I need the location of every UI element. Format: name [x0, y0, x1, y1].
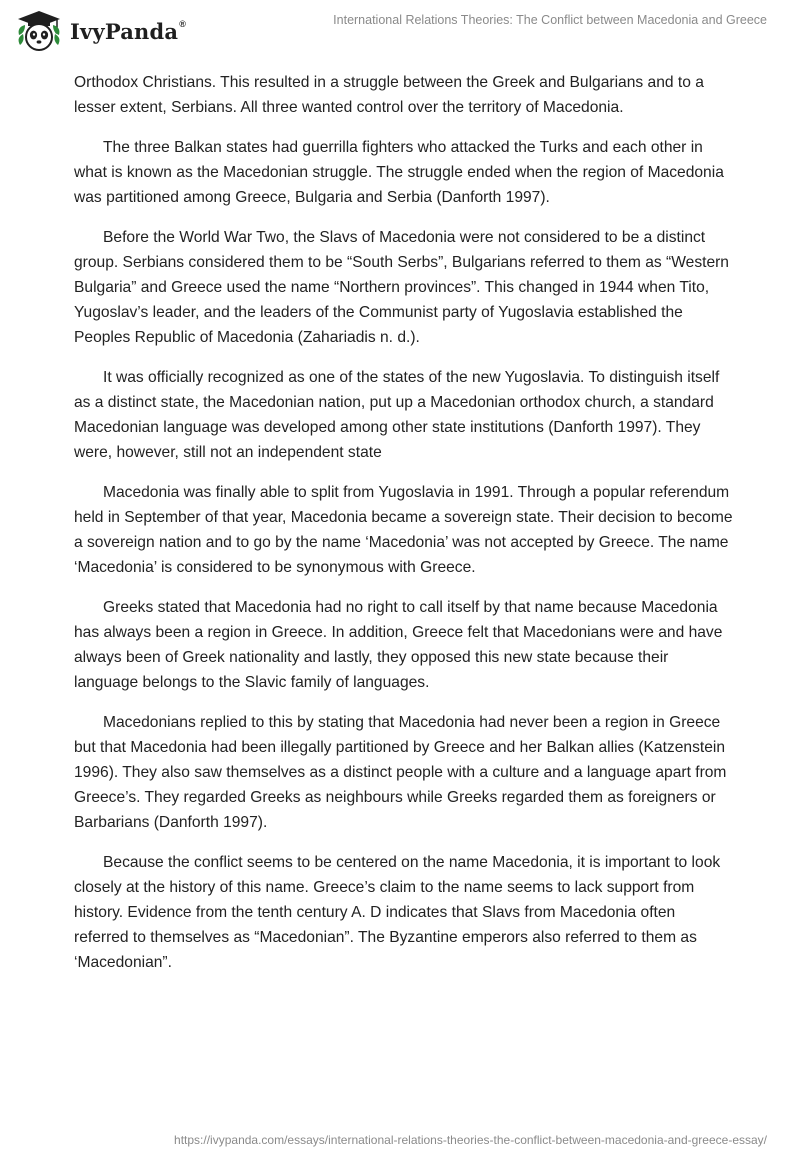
essay-paragraph: The three Balkan states had guerrilla fighters who attacked the Turks and each other in what is known as the Macedonian struggle. The struggle ended when the region of Macedonia was partitioned among Greece, Bulgaria and Serbia (Danforth 1997).	[74, 139, 724, 206]
essay-paragraph: Orthodox Christians. This resulted in a struggle between the Greek and Bulgarians and to a lesser extent, Serbians. All three wanted control over the territory of Macedonia.	[74, 74, 704, 116]
panda-graduation-cap-icon	[16, 9, 62, 53]
essay-paragraph: Before the World War Two, the Slavs of Macedonia were not considered to be a distinct group. Serbians considered them to be “South Serbs”, Bulgarians referred to them as “Western Bulgaria” and Greece used the name “Northern provinces”. This changed in 1944 when Tito, Yugoslav’s leader, and the leaders of the Communist party of Yugoslavia established the Peoples Republic of Macedonia (Zahariadis n. d.).	[74, 229, 729, 346]
essay-body	[74, 70, 734, 990]
ivypanda-logo[interactable]	[16, 9, 186, 53]
essay-paragraph: Macedonians replied to this by stating that Macedonia had never been a region in Greece but that Macedonia had been illegally partitioned by Greece and her Balkan allies (Katzenstein 1996). They also saw themselves as a distinct people with a culture and a language apart from Greece’s. They regarded Greeks as neighbours while Greeks regarded them as foreigners or Barbarians (Danforth 1997).	[74, 714, 727, 831]
registered-mark: ®	[179, 18, 187, 29]
essay-paragraph: Greeks stated that Macedonia had no right to call itself by that name because Macedonia has always been a region in Greece. In addition, Greece felt that Macedonians were and have always been of Greek nationality and lastly, they opposed this new state because their language belongs to the Slavic family of languages.	[74, 599, 723, 691]
brand-name: IvyPanda®	[70, 18, 187, 44]
essay-paragraph: Macedonia was finally able to split from Yugoslavia in 1991. Through a popular referendum held in September of that year, Macedonia became a sovereign state. Their decision to become a sovereign nation and to go by the name ‘Macedonia’ was not accepted by Greece. The name ‘Macedonia’ is considered to be synonymous with Greece.	[74, 484, 733, 576]
essay-paragraph: It was officially recognized as one of the states of the new Yugoslavia. To distinguish itself as a distinct state, the Macedonian nation, put up a Macedonian orthodox church, a standard Macedonian language was developed among other state institutions (Danforth 1997). They were, however, still not an independent state	[74, 369, 720, 461]
source-url[interactable]: https://ivypanda.com/essays/international-relations-theories-the-conflict-between-macedonia-and-greece-essay/	[174, 1133, 767, 1147]
essay-paragraph: Because the conflict seems to be centered on the name Macedonia, it is important to look closely at the history of this name. Greece’s claim to the name seems to lack support from history. Evidence from the tenth century A. D indicates that Slavs from Macedonia often referred to themselves as “Macedonian”. The Byzantine emperors also referred to them as ‘Macedonian”.	[74, 854, 721, 971]
document-title: International Relations Theories: The Conflict between Macedonia and Greece	[333, 13, 767, 27]
page-header	[0, 0, 800, 62]
